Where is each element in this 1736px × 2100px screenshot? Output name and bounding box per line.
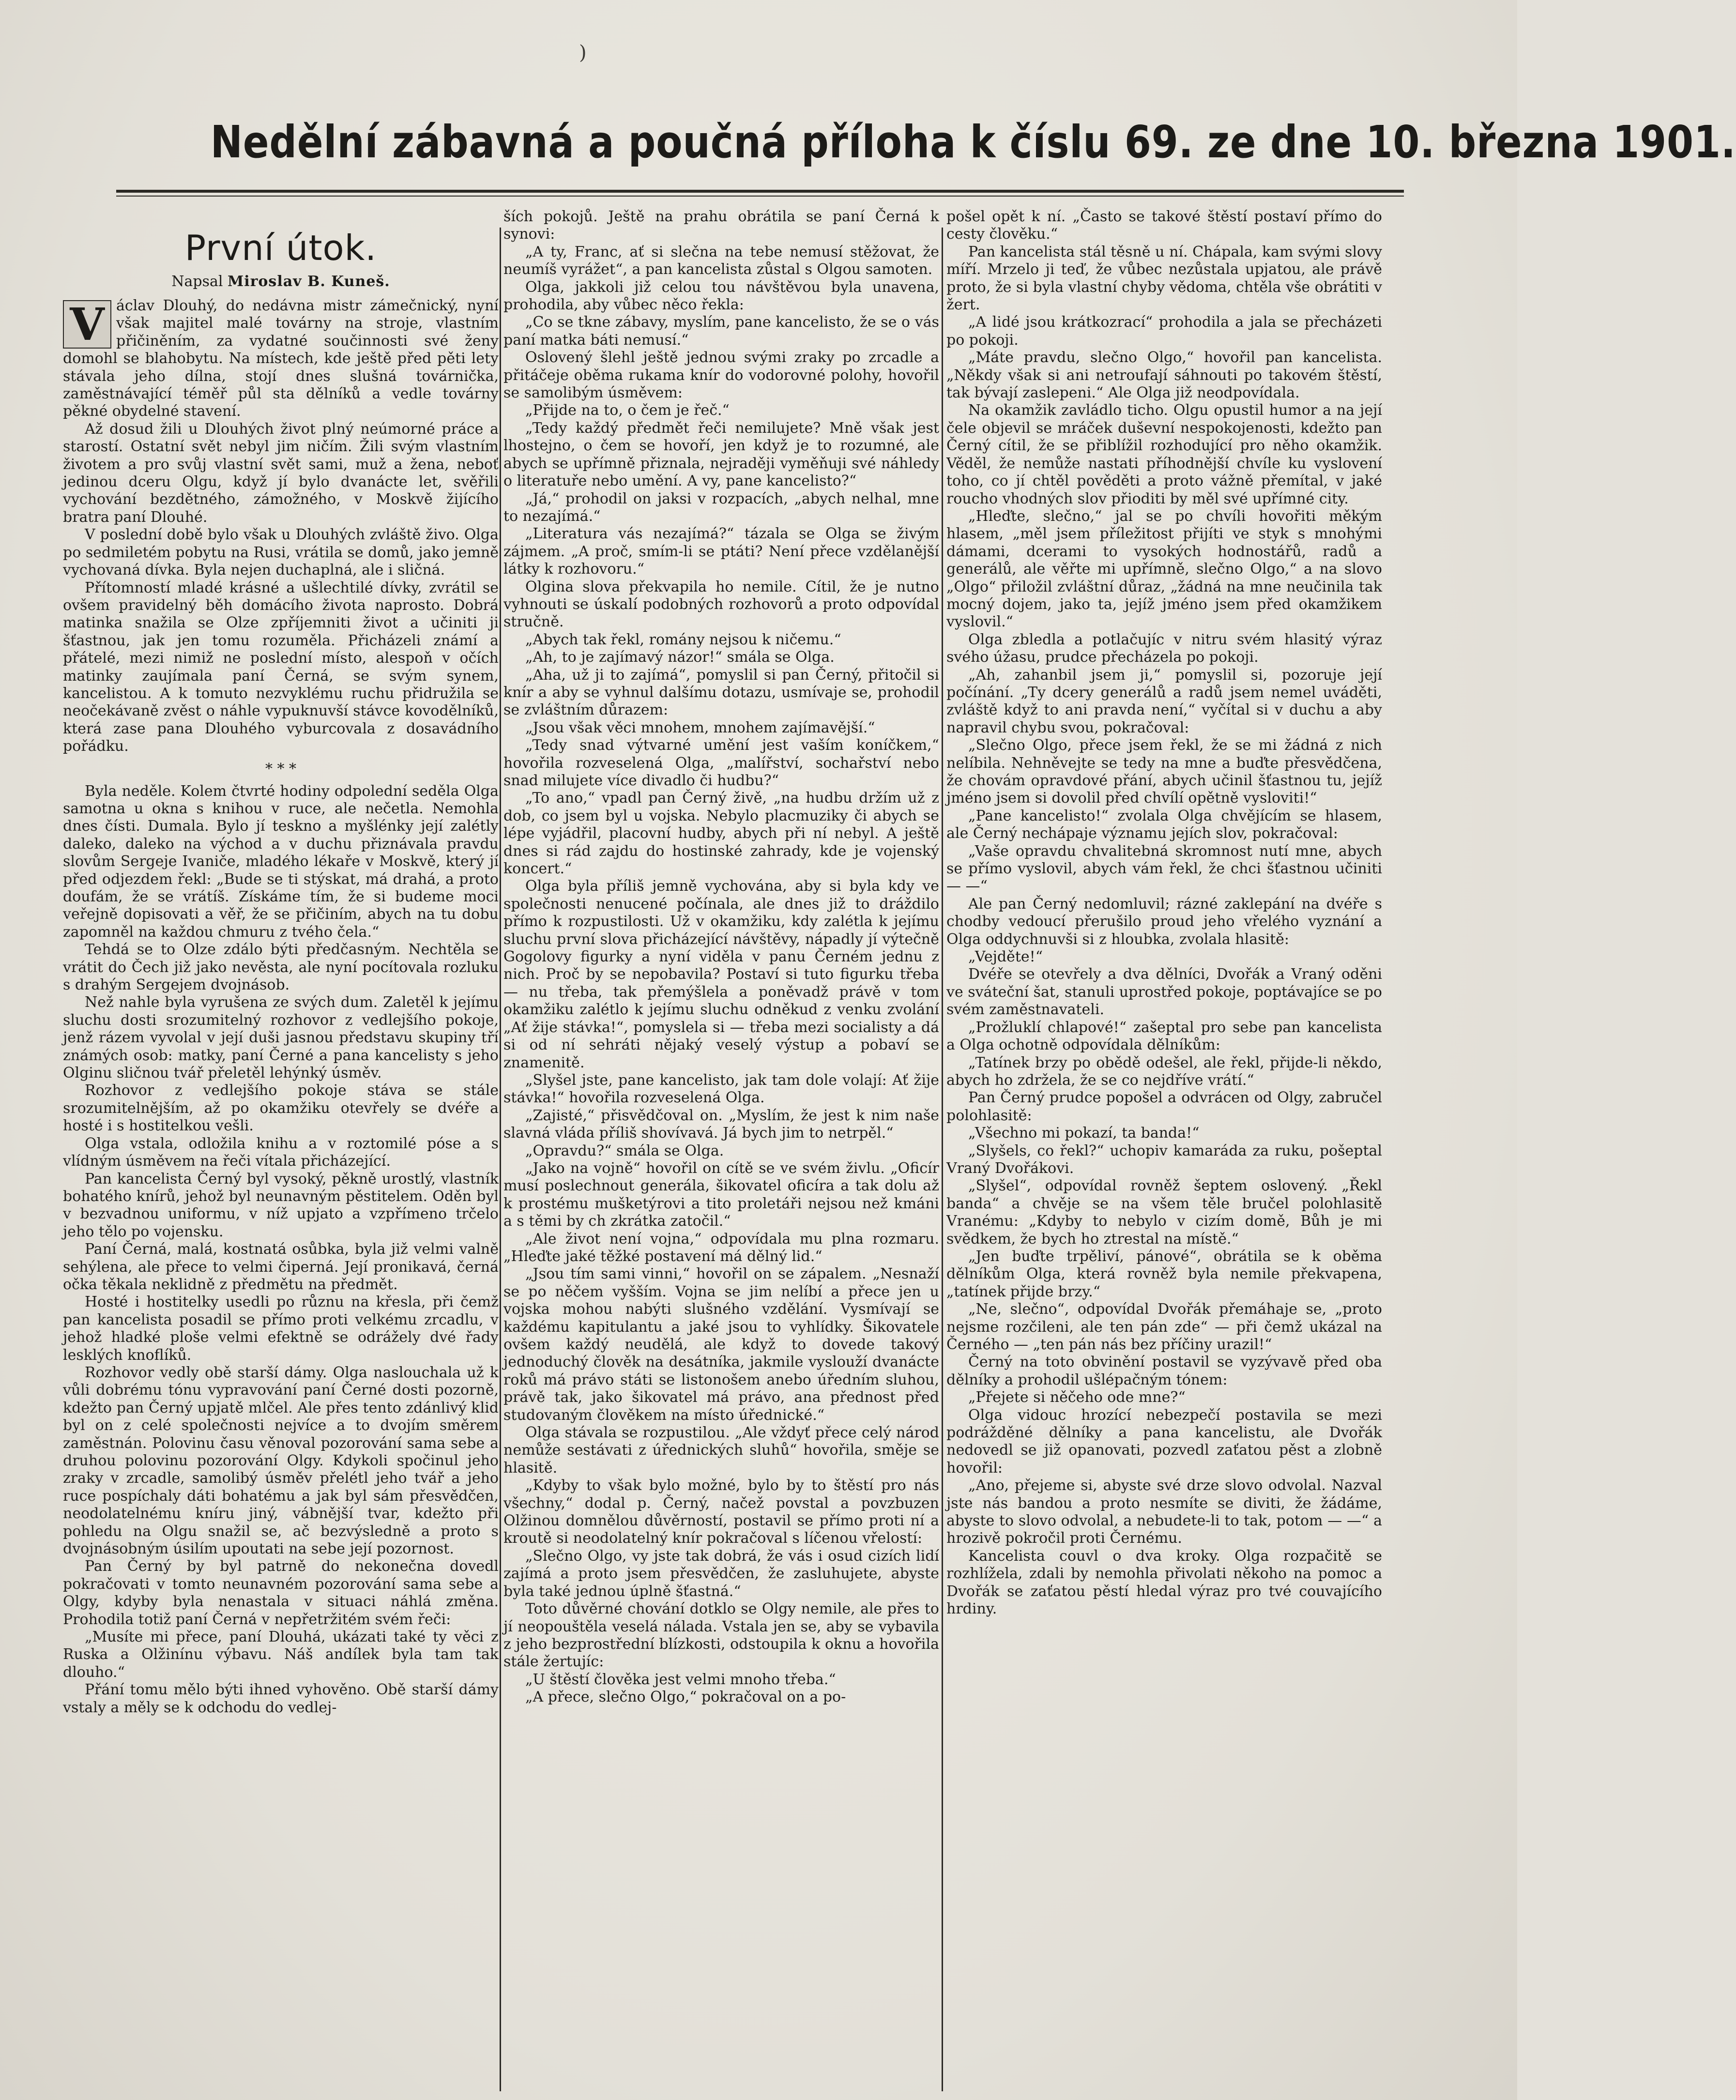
paragraph: „Všechno mi pokazí, ta banda!“ [968, 1125, 1200, 1142]
paragraph: „Slyšel jste, pane kancelisto, jak tam dole volají: Ať žije stávka!“ hovořila rozveselená Olga. [503, 1071, 939, 1107]
paragraph: Pan kancelista stál těsně u ní. Chápala, kam svými slovy míří. Mrzelo ji teď, že vůbec nezůstala upjatou, ale právě proto, že si byla vlastní chyby vědoma, chtěla vše obrátiti v žert. [946, 243, 1382, 314]
paragraph: „Ah, to je zajímavý názor!“ smála se Olga. [525, 649, 835, 666]
paragraph: Olgina slova překvapila ho nemile. Cítil, že je nutno vyhnouti se úskalí podobných rozhovorů a proto odpovídal stručně. [503, 578, 939, 631]
column-3 [946, 208, 1382, 2077]
column-2 [503, 208, 939, 2077]
paragraph: „Aha, už ji to zajímá“, pomyslil si pan Černý, přitočil si knír a aby se vyhnul dalšímu dotazu, usmívaje se, prohodil se zvláštním důrazem: [503, 666, 939, 719]
paragraph: Rozhovor vedly obě starší dámy. Olga naslouchala už k vůli dobrému tónu vypravování paní Černé dosti pozorně, kdežto pan Černý upjatě mlčel. Ale přes tento zdánlivý klid byl on z celé společnosti nejvíce a to dvojím směrem zaměstnán. Polovinu času věnoval pozorování sama sebe a druhou polovinu pozorování Olgy. Kdykoli spočinul jeho zraky v zrcadle, samolibý úsměv přelétl jeho tvář a jeho ruce pospíchaly dáti bohatému a jak byl sám přesvědčen, neodolatelnému kníru jiný, vábnější tvar, kdežto při pohledu na Olgu snažil se, ač bezvýsledně a proto s dvojnásobným úsilím upoutati na sebe její pozornost. [63, 1364, 499, 1558]
paragraph: „Ne, slečno“, odpovídal Dvořák přemáhaje se, „proto nejsme rozčileni, ale ten pán zde“ — při čemž ukázal na Černého — „ten pán nás bez příčiny urazil!“ [946, 1301, 1382, 1353]
paragraph: „Slyšel“, odpovídal rovněž šeptem oslovený. „Řekl banda“ a chvěje se na všem těle bručel polohlasitě Vranému: „Kdyby to nebylo v cizím domě, Bůh je mi svědkem, že bych ho ztrestal na místě.“ [946, 1177, 1382, 1248]
scan-mark: ) [579, 42, 587, 64]
paragraph: „Přejete si něčeho ode mne?“ [968, 1389, 1186, 1406]
byline-prefix: Napsal [171, 273, 223, 290]
paragraph: „Prožluklí chlapové!“ zašeptal pro sebe pan kancelista a Olga ochotně odpovídala dělníkům: [946, 1019, 1382, 1054]
paragraph: Rozhovor z vedlejšího pokoje stáva se stále srozumitelnějším, až po okamžiku otevřely se dvéře a hosté i s hostitelkou vešli. [63, 1082, 499, 1135]
paragraph: Paní Černá, malá, kostnatá osůbka, byla již velmi valně sehýlena, ale přece to velmi čiperná. Její pronikavá, černá očka těkala neklidně z předmětu na předmět. [63, 1241, 499, 1293]
paragraph: „Máte pravdu, slečno Olgo,“ hovořil pan kancelista. „Někdy však si ani netroufají sáhnouti po takovém štěstí, tak bývají zaslepeni.“ Ale Olga již neodpovídala. [946, 349, 1382, 402]
paragraph: Olga vidouc hrozící nebezpečí postavila se mezi podrážděné dělníky a pana kancelistu, ale Dvořák nedovedl se již opanovati, pozvedl zaťatou pěst a zlobně hovořil: [946, 1406, 1382, 1476]
paragraph: Přání tomu mělo býti ihned vyhověno. Obě starší dámy vstaly a měly se k odchodu do vedlej- [63, 1681, 499, 1716]
paragraph: „A přece, slečno Olgo,“ pokračoval on a po- [525, 1689, 846, 1706]
author-name: Miroslav B. Kuneš. [228, 273, 390, 290]
section-separator: * * * [265, 760, 297, 777]
header-rule [116, 190, 1404, 193]
paragraph: Na okamžik zavládlo ticho. Olgu opustil humor a na její čele objevil se mráček duševní nespokojenosti, kdežto pan Černý cítil, že se přiblížil rozhodující pro něho okamžik. Věděl, že nemůže nastati příhodnější chvíle ku vyslovení toho, co jí chtěl pověděti a proto vážně přemítal, v jaké roucho vhodných slov přioditi by měl své upřímné city. [946, 402, 1382, 507]
paragraph: Kancelista couvl o dva kroky. Olga rozpačitě se rozhlížela, zdali by nemohla přivolati někoho na pomoc a Dvořák se zaťatou pěstí hledal výraz pro tvé couvajícího hrdiny. [946, 1547, 1382, 1618]
paragraph: „Ale život není vojna,“ odpovídala mu plna rozmaru. „Hleďte jaké těžké postavení má dělný lid.“ [503, 1230, 939, 1265]
dropcap-initial: V [63, 300, 111, 349]
paragraph: Olga stávala se rozpustilou. „Ale vždyť přece celý národ nemůže sestávati z úřednických sluhů“ hovořila, směje se hlasitě. [503, 1424, 939, 1476]
paragraph: ších pokojů. Ještě na prahu obrátila se paní Černá k synovi: [503, 208, 939, 243]
paragraph: „Pane kancelisto!“ zvolala Olga chvějícím se hlasem, ale Černý nechápaje významu jejích slov, pokračoval: [946, 807, 1382, 842]
page-header: Nedělní zábavná a poučná příloha k číslu 69. ze dne 10. března 1901. [210, 116, 1736, 168]
paragraph: „Jen buďte trpěliví, pánové“, obrátila se k oběma dělníkům Olga, která rovněž byla nemile překvapena, „tatínek přijde brzy.“ [946, 1248, 1382, 1300]
paragraph: „Co se tkne zábavy, myslím, pane kancelisto, že se o vás paní matka báti nemusí.“ [503, 314, 939, 349]
paragraph: Byla neděle. Kolem čtvrté hodiny odpolední seděla Olga samotna u okna s knihou v ruce, ale nečetla. Nemohla dnes čísti. Dumala. Bylo jí teskno a myšlénky její zalétly daleko, daleko na východ a v duchu přiznávala pravdu slovům Sergeje Ivaniče, mladého lékaře v Moskvě, který jí před odjezdem řekl: „Bude se ti stýskat, má drahá, a proto doufám, že se vrátíš. Získáme tím, že si budeme moci veřejně dopisovati a věř, že se přičiním, abych na tu dobu zapomněl na každou chmuru z tvého čela.“ [63, 782, 499, 941]
article-byline [63, 271, 499, 292]
paragraph: „Tedy každý předmět řeči nemilujete? Mně však jest lhostejno, o čem se hovoří, jen když je to rozumné, ale abych se upřímně přiznala, nejraději vyměňuji své náhledy o literatuře nebo umění. A vy, pane kancelisto?“ [503, 419, 939, 490]
paragraph: Až dosud žili u Dlouhých život plný neúmorné práce a starostí. Ostatní svět nebyl jim ničím. Žili svým vlastním životem a pro svůj vlastní svět sami, muž a žena, neboť jedinou dceru Olgu, když jí bylo dvanácte let, svěřili vychování bezdětného, zámožného, v Moskvě žijícího bratra paní Dlouhé. [63, 420, 499, 526]
column-divider [500, 228, 501, 2091]
column-divider [942, 228, 943, 2091]
paragraph: „A lidé jsou krátkozrací“ prohodila a jala se přecházeti po pokoji. [946, 314, 1382, 349]
paragraph: Černý na toto obvinění postavil se vyzývavě před oba dělníky a prohodil ušlépačným tónem: [946, 1354, 1382, 1388]
paragraph: „Vejděte!“ [968, 948, 1043, 966]
paragraph: V poslední době bylo však u Dlouhých zvláště živo. Olga po sedmiletém pobytu na Rusi, vrátila se domů, jako jemně vychovaná dívka. Byla nejen duchaplná, ale i sličná. [63, 526, 499, 579]
paragraph: Hosté i hostitelky usedli po různu na křesla, při čemž pan kancelista posadil se přímo proti velkému zrcadlu, v jehož hladké ploše velmi efektně se odrážely dvé řady lesklých knoflíků. [63, 1293, 499, 1364]
paragraph: „Ano, přejeme si, abyste své drze slovo odvolal. Nazval jste nás bandou a proto nesmíte se diviti, že žádáme, abyste to slovo odvolal, a nebudete-li to tak, potom — —“ a hrozivě pokročil proti Černému. [946, 1477, 1382, 1547]
paragraph: „Zajisté,“ přisvědčoval on. „Myslím, že jest k nim naše slavná vláda příliš shovívavá. Já bych jim to netrpěl.“ [503, 1107, 939, 1142]
paragraph: pošel opět k ní. „Často se takové štěstí postaví přímo do cesty člověku.“ [946, 208, 1382, 243]
paragraph: Pan Černý prudce popošel a odvrácen od Olgy, zabručel polohlasitě: [946, 1089, 1382, 1124]
paragraph: „Slečno Olgo, přece jsem řekl, že se mi žádná z nich nelíbila. Nehněvejte se tedy na mne a buďte přesvědčena, že chovám opravdové přání, abych učinil šťastnou tu, jejíž jméno jsem si dovolil před chvílí opětně vysloviti!“ [946, 737, 1382, 807]
paragraph: Pan Černý by byl patrně do nekonečna dovedl pokračovati v tomto neunavném pozorování sama sebe a Olgy, kdyby byla nenastala v situaci náhlá změna. Prohodila totiž paní Černá v nepřetržitém svém řeči: [63, 1558, 499, 1628]
paragraph: Olga zbledla a potlačujíc v nitru svém hlasitý výraz svého úžasu, prudce přecházela po pokoji. [946, 631, 1382, 666]
paragraph: „A ty, Franc, ať si slečna na tebe nemusí stěžovat, že neumíš vyrážet“, a pan kancelista zůstal s Olgou samoten. [503, 243, 939, 278]
paragraph: „Vaše opravdu chvalitebná skromnost nutí mne, abych se přímo vyslovil, abych vám řekl, že chci šťastnou učiniti — —“ [946, 842, 1382, 895]
paragraph: Pan kancelista Černý byl vysoký, pěkně urostlý, vlastník bohatého knírů, jehož byl neunavným pěstitelem. Oděn byl v bezvadnou uniformu, v níž upjato a vzpřímeno trčelo jeho tělo po vojensku. [63, 1170, 499, 1240]
paragraph: Ale pan Černý nedomluvil; rázné zaklepání na dvéře s chodby vedoucí přerušilo proud jeho vřelého vyznání a Olga oddychnuvši si z hloubka, zvolala hlasitě: [946, 895, 1382, 948]
paragraph: „Abych tak řekl, romány nejsou k ničemu.“ [525, 631, 841, 648]
paragraph: „U štěstí člověka jest velmi mnoho třeba.“ [525, 1671, 836, 1688]
paragraph: „Slyšels, co řekl?“ uchopiv kamaráda za ruku, pošeptal Vraný Dvořákovi. [946, 1142, 1382, 1177]
paragraph: „Literatura vás nezajímá?“ tázala se Olga se živým zájmem. „A proč, smím-li se ptáti? Není přece vzdělanější látky k rozhovoru.“ [503, 525, 939, 578]
paragraph: Toto důvěrné chování dotklo se Olgy nemile, ale přes to jí neopouštěla veselá nálada. Vstala jen se, aby se vybavila z jeho bezprostřední blízkosti, odstoupila k oknu a hovořila stále žertujíc: [503, 1600, 939, 1671]
paragraph: „Ah, zahanbil jsem ji,“ pomyslil si, pozoruje její počínání. „Ty dcery generálů a radů jsem nemel uváděti, zvláště když to ani pravda není,“ vyčítal si v duchu a aby napravil chybu svou, pokračoval: [946, 666, 1382, 736]
paragraph: „Já,“ prohodil on jaksi v rozpacích, „abych nelhal, mne to nezajímá.“ [503, 490, 939, 525]
paragraph: „Kdyby to však bylo možné, bylo by to štěstí pro nás všechny,“ dodal p. Černý, načež povstal a povzbuzen Olžinou domnělou důvěrností, postavil se přímo proti ní a kroutě si neodolatelný knír pokračoval s líčenou vřelostí: [503, 1477, 939, 1547]
paragraph: Olga vstala, odložila knihu a v roztomilé póse a s vlídným úsměvem na řeči vítala přicházející. [63, 1135, 499, 1170]
paragraph: „Musíte mi přece, paní Dlouhá, ukázati také ty věci z Ruska a Olžinínu výbavu. Náš andílek byla tam tak dlouho.“ [63, 1628, 499, 1681]
paragraph: „Tedy snad výtvarné umění jest vaším koníčkem,“ hovořila rozveselená Olga, „malířství, sochařství nebo snad milujete více divadlo či hudbu?“ [503, 737, 939, 789]
paragraph: „Hleďte, slečno,“ jal se po chvíli hovořiti měkým hlasem, „měl jsem příležitost přijíti ve styk s mnohými dámami, dcerami to vysokých hodnostářů, radů a generálů, ale věřte mi upřímně, slečno Olgo,“ a na slovo „Olgo“ přiložil zvláštní důraz, „žádná na mne neučinila tak mocný dojem, jako ta, jejíž jméno jsem před okamžikem vyslovil.“ [946, 507, 1382, 631]
paragraph: Olga, jakkoli již celou tou návštěvou byla unavena, prohodila, aby vůbec něco řekla: [503, 278, 939, 314]
paragraph: áclav Dlouhý, do nedávna mistr zámečnický, nyní však majitel malé továrny na stroje, vlastním přičiněním, za vydatné součinnosti své ženy domohl se blahobytu. Na místech, kde ještě před pěti lety stávala jeho dílna, stojí dnes slušná továrnička, zaměstnávající téměř půl sta dělníků a vedle továrny pěkné obydelné stavení. [63, 297, 499, 420]
header-rule-thin [116, 196, 1404, 197]
paragraph: Přítomností mladé krásné a ušlechtilé dívky, zvrátil se ovšem pravidelný běh domácího života naprosto. Dobrá matinka snažila se Olze zpříjemniti život a učiniti ji šťastnou, jak jen tomu rozuměla. Přicházeli známí a přátelé, mezi nimiž ne poslední místo, alespoň v očích matinky zaujímala paní Černá, se svým synem, kancelistou. A k tomuto nezvyklému ruchu přidružila se neočekávaně zvěst o náhle vypuknuvší stávce kovodělníků, která zase pana Dlouhého vyburcovala z dosavádního pořádku. [63, 579, 499, 755]
paragraph: Než nahle byla vyrušena ze svých dum. Zaletěl k jejímu sluchu dosti srozumitelný rozhovor z vedlejšího pokoje, jenž rázem vyvolal v její duši jasnou představu skupiny tří známých osob: matky, paní Černé a pana kancelisty s jeho Olginu sličnou tvář přeletěl lehýnký úsměv. [63, 994, 499, 1082]
paragraph: „Opravdu?“ smála se Olga. [525, 1142, 724, 1159]
article-title: První útok. [184, 228, 377, 268]
paragraph: „Jako na vojně“ hovořil on cítě se ve svém živlu. „Oficír musí poslechnout generála, šikovatel oficíra a tak dolu až k prostému mušketýrovi a tito proletáři nejsou než kmáni a s těmi by ch zkrátka zatočil.“ [503, 1159, 939, 1230]
paragraph: „Jsou však věci mnohem, mnohem zajímavější.“ [525, 719, 875, 736]
paragraph: „Jsou tím sami vinni,“ hovořil on se zápalem. „Nesnaží se po něčem vyšším. Vojna se jim nelíbí a přece jen u vojska mohou nabýti slušného vzdělání. Vysmívají se každému kapitulantu a jaké jsou to vyhlídky. Šikovatele ovšem každý neudělá, ale když to dovede takový jednoduchý člověk na desátníka, jakmile vyslouží dvanácte roků má právo státi se listonošem anebo úředním sluhou, právě tak, jako šikovatel má právo, ana přednost před studovaným člověkem na místo úřednické.“ [503, 1265, 939, 1424]
paragraph: Dvéře se otevřely a dva dělníci, Dvořák a Vraný oděni ve sváteční šat, stanuli uprostřed pokoje, poptávajíce se po svém zaměstnavateli. [946, 966, 1382, 1019]
paragraph: „Slečno Olgo, vy jste tak dobrá, že vás i osud cizích lidí zajímá a proto jsem přesvědčen, že zasluhujete, abyste byla také jednou úplně šťastná.“ [503, 1547, 939, 1600]
paragraph: „To ano,“ vpadl pan Černý živě, „na hudbu držím už z dob, co jsem byl u vojska. Nebylo placmuziky či abych se lépe vyjádřil, placovní hudby, abych při ní nebyl. A ještě dnes si rád zajdu do hostinské zahrady, kde je vojenský koncert.“ [503, 790, 939, 878]
paragraph: Oslovený šlehl ještě jednou svými zraky po zrcadle a přitáčeje oběma rukama knír do vodorovné polohy, hovořil se samolibým úsměvem: [503, 349, 939, 402]
paragraph: Olga byla příliš jemně vychována, aby si byla kdy ve společnosti nenucené počínala, ale dnes již to dráždilo přímo k rozpustilosti. Už v okamžiku, kdy zalétla k jejímu sluchu první slova přicházející návštěvy, nápadly jí výtečně Gogolovy figurky a nyní viděla v panu Černém jednu z nich. Proč by se nepobavila? Postaví si tuto figurku třeba — nu třeba, tak přemýšlela a poněvadž právě v tom okamžiku zalétlo k jejímu sluchu odněkud z venku zvolání „Ať žije stávka!“, pomyslela si — třeba mezi socialisty a dá si od ní sehráti nějaký veselý výstup a pobaví se znamenitě. [503, 878, 939, 1071]
paragraph: Tehdá se to Olze zdálo býti předčasným. Nechtěla se vrátit do Čech již jako nevěsta, ale nyní pocítovala rozluku s drahým Sergejem dvojnásob. [63, 941, 499, 994]
paragraph: „Přijde na to, o čem je řeč.“ [525, 402, 730, 419]
paragraph: „Tatínek brzy po obědě odešel, ale řekl, přijde-li někdo, abych ho zdržela, že se co nejdříve vrátí.“ [946, 1054, 1382, 1089]
column-1 [63, 208, 499, 2077]
